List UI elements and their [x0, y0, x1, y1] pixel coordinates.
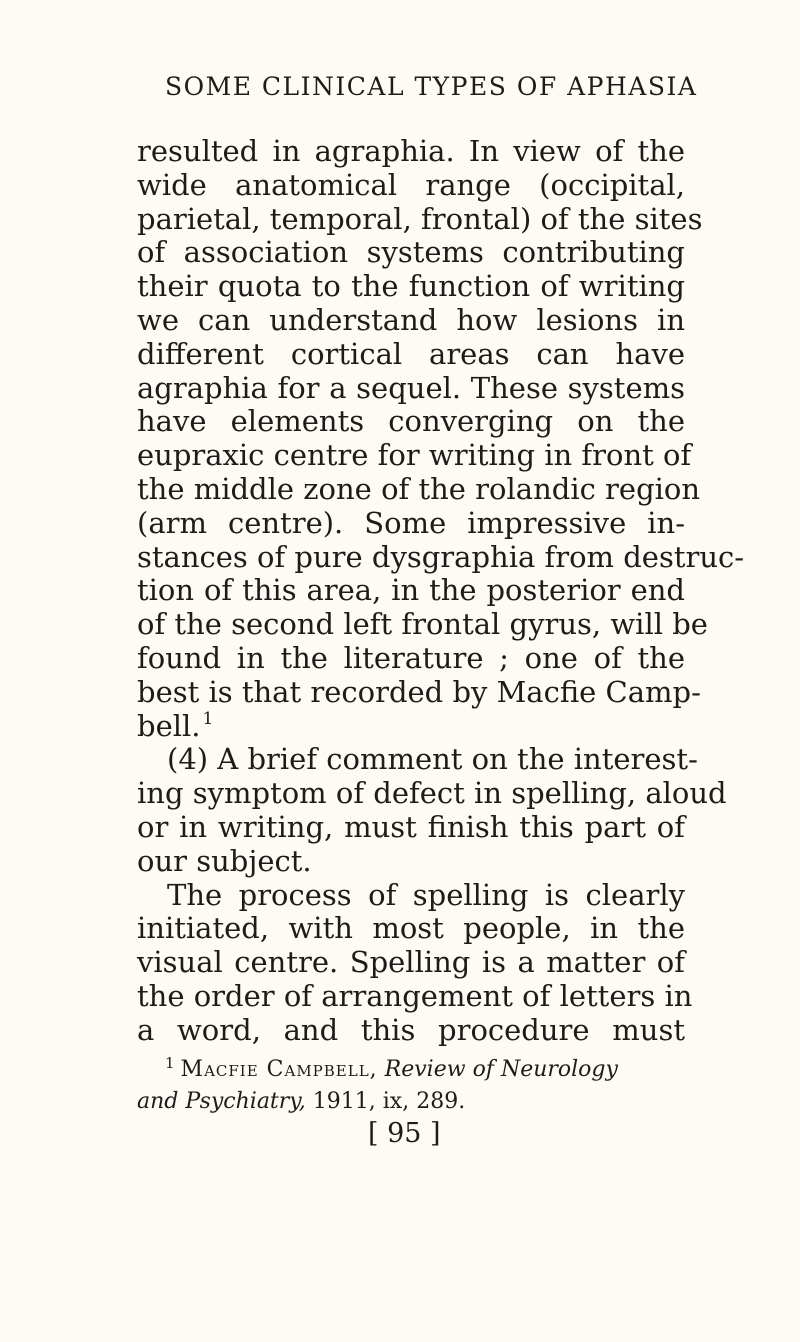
footnote-journal: Review of Neurology	[384, 1057, 618, 1082]
text-line: or in writing, must finish this part of	[137, 809, 685, 844]
paragraph-start: (4) A brief comment on the interest-	[167, 742, 698, 777]
text-line-with-footnote	[137, 710, 685, 744]
text-line: we can understand how lesions in	[137, 302, 685, 337]
footnote	[137, 1047, 697, 1118]
footnote-line	[137, 1086, 697, 1118]
text-line: (arm centre). Some impressive in-	[137, 505, 685, 540]
text-line: resulted in agraphia. In view of the	[137, 134, 685, 168]
text-line: of the second left frontal gyrus, will be	[137, 607, 708, 642]
running-head: SOME CLINICAL TYPES OF APHASIA	[165, 72, 698, 101]
text-line: parietal, temporal, frontal) of the sites	[137, 201, 703, 236]
text-line: best is that recorded by Macfie Camp-	[137, 674, 701, 709]
text-line: bell.	[137, 708, 201, 743]
footnote-marker: 1	[202, 708, 214, 729]
paragraph-start: The process of spelling is clearly	[167, 877, 685, 912]
text-line: different cortical areas can have	[137, 336, 685, 371]
footnote-journal-cont: and Psychiatry,	[137, 1089, 306, 1114]
text-line: have elements converging on the	[137, 404, 685, 439]
text-line: of association systems contributing	[137, 235, 685, 270]
text-line: found in the literature ; one of the	[137, 640, 685, 675]
text-line: their quota to the function of writing	[137, 269, 685, 304]
text-line: the order of arrangement of letters in	[137, 978, 693, 1013]
page-number: [ 95 ]	[368, 1118, 441, 1149]
text-line: our subject.	[137, 843, 312, 878]
footnote-citation: 1911, ix, 289.	[312, 1089, 466, 1114]
text-line: stances of pure dysgraphia from destruc-	[137, 539, 745, 574]
text-line: visual centre. Spelling is a matter of	[137, 945, 685, 980]
footnote-number: 1	[165, 1054, 175, 1072]
footnote-author: Macfie Campbell,	[180, 1057, 378, 1082]
text-line: initiated, with most people, in the	[137, 911, 685, 946]
footnote-line	[137, 1047, 697, 1086]
text-line: eupraxic centre for writing in front of	[137, 438, 692, 473]
text-line: wide anatomical range (occipital,	[137, 167, 685, 202]
text-line: ing symptom of defect in spelling, aloud	[137, 776, 727, 811]
text-line: a word, and this procedure must	[137, 1012, 685, 1047]
text-line: tion of this area, in the posterior end	[137, 573, 685, 608]
text-line: the middle zone of the rolandic region	[137, 471, 701, 506]
body-text	[137, 134, 745, 1048]
text-line: agraphia for a sequel. These systems	[137, 370, 685, 405]
